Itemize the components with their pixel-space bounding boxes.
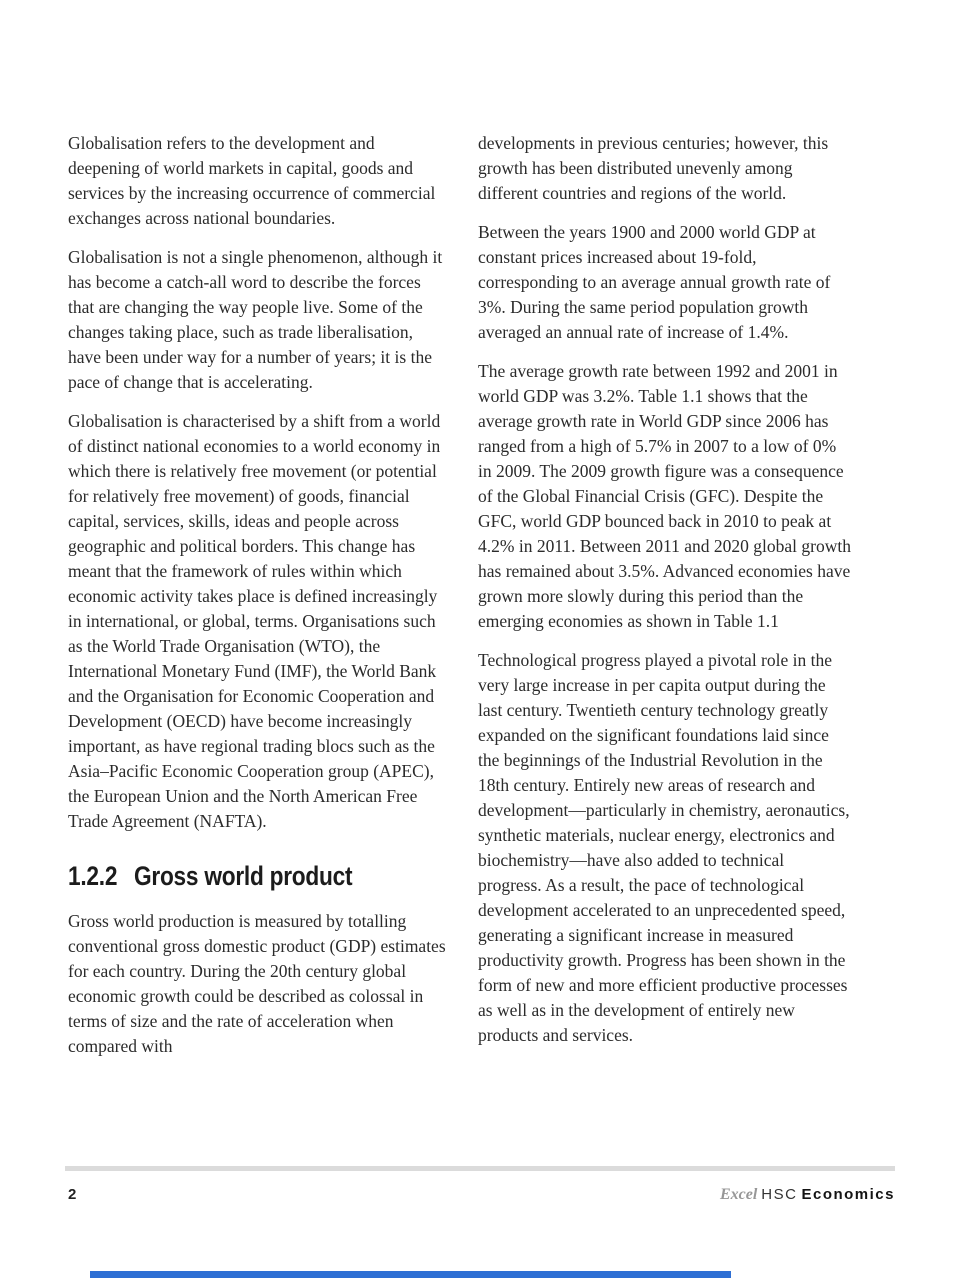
- paragraph: developments in previous centuries; however, this growth has been distributed unevenly among different countries and regions of the world.: [478, 133, 829, 203]
- paragraph: Globalisation is not a single phenomenon, although it has become a catch-all word to describe the forces that are changing the way people live. Some of the changes taking place, such as trade liberalisation, have been under way for a number of years; it is the pace of change that is accelerating.: [68, 247, 443, 392]
- bottom-blue-bar: [90, 1271, 731, 1278]
- paragraph: Gross world production is measured by totalling conventional gross domestic product (GDP) estimates for each country. During the 20th century global economic growth could be described as colossal in terms of size and the rate of acceleration when compared with: [68, 911, 446, 1056]
- section-heading: [68, 861, 386, 892]
- footer-brand: [720, 1186, 895, 1204]
- text-columns: [68, 131, 896, 1073]
- footer: [68, 1186, 895, 1204]
- paragraph: The average growth rate between 1992 and 2001 in world GDP was 3.2%. Table 1.1 shows that the average growth rate in World GDP since 2006 has ranged from a high of 5.7% in 2007 to a low of 0% in 2009. The 2009 growth figure was a consequence of the Global Financial Crisis (GFC). Despite the GFC, world GDP bounced back in 2010 to peak at 4.2% in 2011. Between 2011 and 2020 global growth has remained about 3.5%. Advanced economies have grown more slowly during this period than the emerging economies as shown in Table 1.1: [478, 361, 851, 631]
- paragraph: Between the years 1900 and 2000 world GDP at constant prices increased about 19-fold, corresponding to an average annual growth rate of 3%. During the same period population growth averaged an annual rate of increase of 1.4%.: [478, 222, 831, 342]
- brand-excel: Excel: [719, 1186, 758, 1203]
- footer-divider: [65, 1166, 895, 1171]
- right-column: [478, 131, 852, 1073]
- brand-economics: Economics: [801, 1186, 895, 1203]
- heading-title: Gross world product: [133, 861, 353, 891]
- paragraph: Globalisation refers to the development and deepening of world markets in capital, goods and services by the increasing occurrence of commercial exchanges across national boundaries.: [68, 133, 436, 228]
- brand-hsc: HSC: [761, 1186, 798, 1203]
- paragraph: Technological progress played a pivotal role in the very large increase in per capita output during the last century. Twentieth century technology greatly expanded on the significant foundations laid since the beginnings of the Industrial Revolution in the 18th century. Entirely new areas of research and development—particularly in chemistry, aeronautics, synthetic materials, nuclear energy, electronics and biochemistry—have also added to technical progress. As a result, the pace of technological development accelerated to an unprecedented speed, generating a significant increase in measured productivity growth. Progress has been shown in the form of new and more efficient productive processes as well as in the development of entirely new products and services.: [478, 650, 850, 1045]
- left-column: [68, 131, 446, 1073]
- page-number: 2: [68, 1186, 77, 1203]
- heading-number: 1.2.2: [68, 861, 118, 891]
- paragraph: Globalisation is characterised by a shift from a world of distinct national economies to a world economy in which there is relatively free movement (or potential for relatively free movement) of goods, financial capital, services, skills, ideas and people across geographic and political borders. This change has meant that the framework of rules within which economic activity takes place is defined increasingly in international, or global, terms. Organisations such as the World Trade Organisation (WTO), the International Monetary Fund (IMF), the World Bank and the Organisation for Economic Cooperation and Development (OECD) have become increasingly important, as have regional trading blocs such as the Asia–Pacific Economic Cooperation group (APEC), the European Union and the North American Free Trade Agreement (NAFTA).: [68, 411, 441, 831]
